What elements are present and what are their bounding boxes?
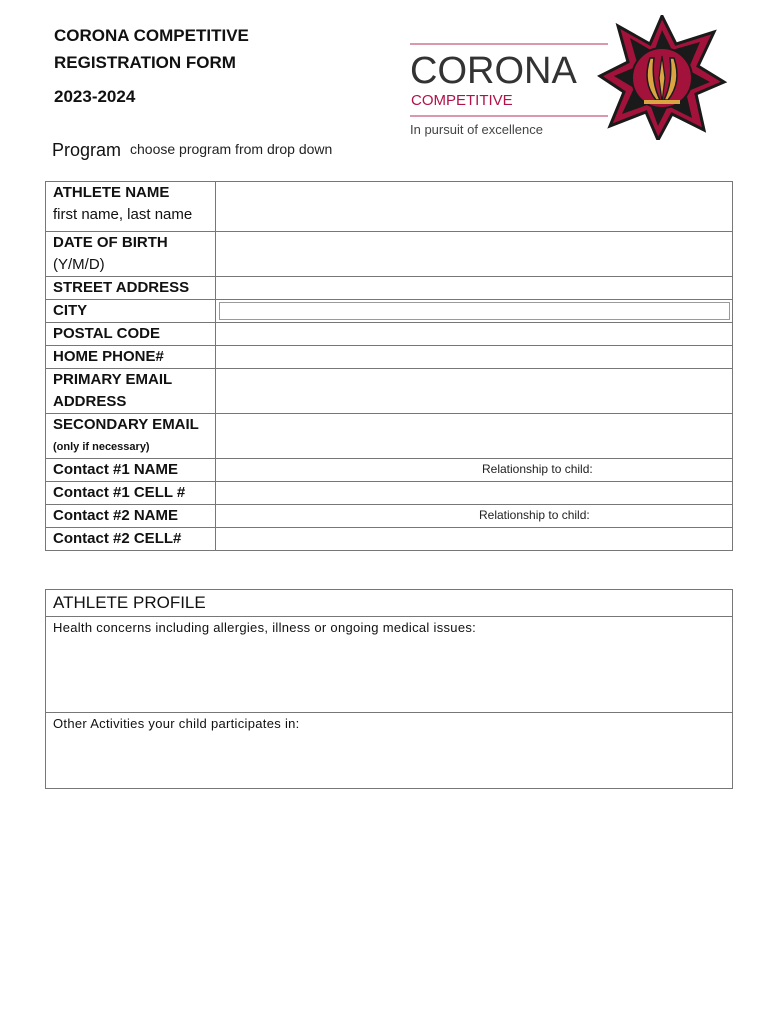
secondary-email-label — [46, 414, 216, 459]
row-city — [46, 300, 733, 323]
logo-subtitle: COMPETITIVE — [411, 92, 513, 109]
other-activities-field[interactable] — [46, 713, 733, 789]
primary-email-label — [46, 369, 216, 414]
form-title-line1: CORONA COMPETITIVE — [54, 26, 249, 45]
form-title — [54, 22, 249, 76]
contact2-cell-field[interactable] — [216, 528, 733, 551]
row-contact1-name — [46, 459, 733, 482]
contact1-name-label: Contact #1 NAME — [46, 459, 216, 482]
contact1-name-field[interactable] — [216, 459, 733, 482]
program-dropdown[interactable]: choose program from drop down — [130, 141, 333, 157]
health-concerns-field[interactable] — [46, 617, 733, 713]
row-postal — [46, 323, 733, 346]
row-contact2-name — [46, 505, 733, 528]
athlete-name-hint: first name, last name — [53, 206, 193, 223]
row-athlete-name — [46, 182, 733, 232]
row-home-phone — [46, 346, 733, 369]
health-concerns-label: Health concerns including allergies, illness or ongoing medical issues: — [53, 620, 477, 635]
program-label: Program — [52, 140, 122, 160]
city-field[interactable] — [216, 300, 733, 323]
row-dob — [46, 232, 733, 277]
secondary-email-label-text: SECONDARY EMAIL — [53, 416, 199, 433]
registration-table — [45, 181, 733, 551]
corona-emblem-icon — [600, 16, 724, 140]
athlete-profile-table — [45, 589, 733, 789]
contact2-relationship-label: Relationship to child: — [479, 508, 590, 522]
row-secondary-email — [46, 414, 733, 459]
contact1-cell-label: Contact #1 CELL # — [46, 482, 216, 505]
athlete-profile-title: ATHLETE PROFILE — [46, 590, 733, 617]
contact2-name-label: Contact #2 NAME — [46, 505, 216, 528]
logo-tagline: In pursuit of excellence — [410, 122, 543, 137]
other-activities-label: Other Activities your child participates in: — [53, 716, 300, 731]
primary-email-field[interactable] — [216, 369, 733, 414]
street-label: STREET ADDRESS — [46, 277, 216, 300]
row-street — [46, 277, 733, 300]
city-input[interactable] — [219, 302, 730, 320]
athlete-name-label-text: ATHLETE NAME — [53, 184, 170, 201]
contact2-cell-label: Contact #2 CELL# — [46, 528, 216, 551]
city-label: CITY — [46, 300, 216, 323]
postal-label: POSTAL CODE — [46, 323, 216, 346]
corona-logo — [410, 15, 730, 140]
row-primary-email — [46, 369, 733, 414]
home-phone-label: HOME PHONE# — [46, 346, 216, 369]
row-contact2-cell — [46, 528, 733, 551]
athlete-name-label — [46, 182, 216, 232]
row-contact1-cell — [46, 482, 733, 505]
dob-label — [46, 232, 216, 277]
contact1-cell-field[interactable] — [216, 482, 733, 505]
dob-hint: (Y/M/D) — [53, 256, 105, 273]
form-title-line2: REGISTRATION FORM — [54, 53, 236, 72]
dob-label-text: DATE OF BIRTH — [53, 234, 168, 251]
postal-field[interactable] — [216, 323, 733, 346]
athlete-name-field[interactable] — [216, 182, 733, 232]
season-year: 2023-2024 — [54, 87, 136, 106]
home-phone-field[interactable] — [216, 346, 733, 369]
street-field[interactable] — [216, 277, 733, 300]
secondary-email-field[interactable] — [216, 414, 733, 459]
secondary-email-hint: (only if necessary) — [53, 441, 150, 453]
logo-name: CORONA — [410, 50, 577, 92]
contact1-relationship-label: Relationship to child: — [482, 462, 593, 476]
contact2-name-field[interactable] — [216, 505, 733, 528]
primary-email-label-line2: ADDRESS — [53, 393, 127, 410]
primary-email-label-line1: PRIMARY EMAIL — [53, 371, 173, 388]
dob-field[interactable] — [216, 232, 733, 277]
